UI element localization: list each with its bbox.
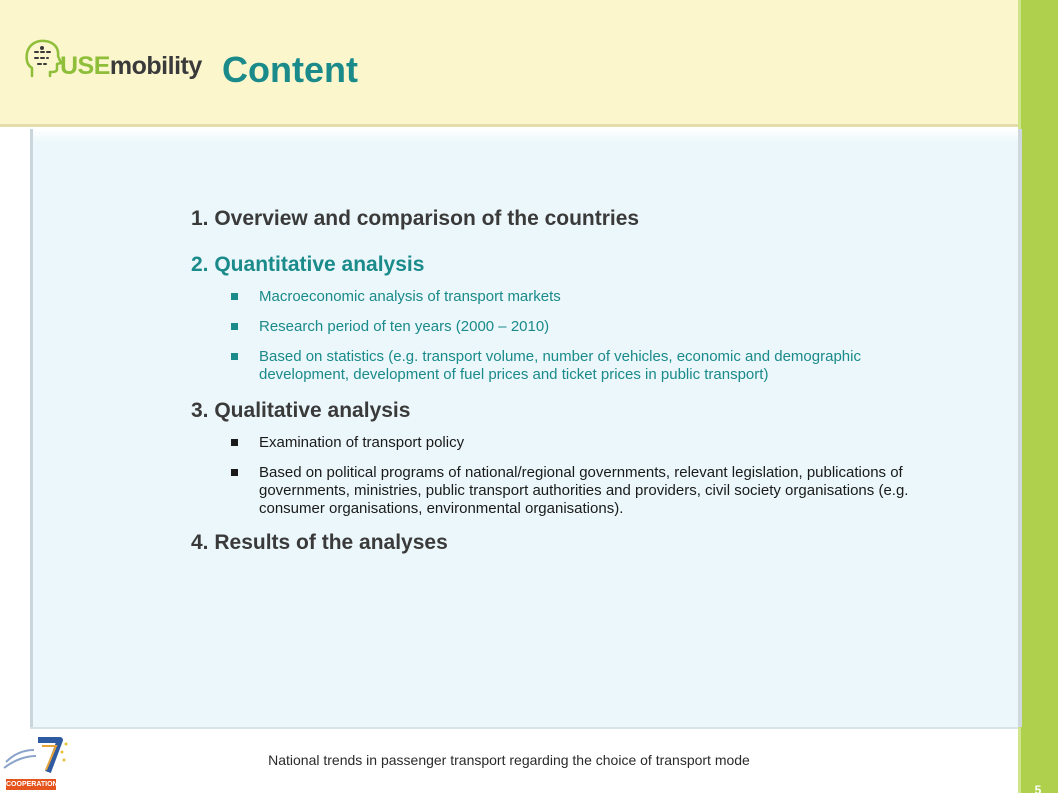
bullet-square-icon (231, 353, 238, 360)
bullet-text: Examination of transport policy (259, 434, 465, 451)
bullet-text: Based on political programs of national/regional governments, relevant legislation, publications of governments, ministries, public transport authorities and providers, civil society organisations (e.g. consumer organisations, environmental organisations). (259, 464, 909, 517)
page-number: 5 (1034, 783, 1042, 797)
slide-title: Content (222, 49, 358, 90)
qualitative-bullets (191, 434, 926, 518)
content-panel-left-edge (30, 129, 33, 727)
bullet-text: Research period of ten years (2000 – 2010) (259, 318, 550, 335)
list-item (259, 464, 926, 518)
section-heading-overview: 1. Overview and comparison of the countries (191, 207, 640, 230)
footer-caption: National trends in passenger transport regarding the choice of transport mode (268, 752, 750, 768)
list-item (259, 288, 926, 306)
head-profile-icon (24, 38, 64, 82)
logo-wordmark (60, 51, 202, 81)
bullet-square-icon (231, 323, 238, 330)
content-panel-top-fade (30, 129, 1018, 143)
bullet-square-icon (231, 469, 238, 476)
side-accent-bar (1018, 0, 1058, 793)
bullet-text: Based on statistics (e.g. transport volume, number of vehicles, economic and demographic development, development of fuel prices and ticket prices in public transport) (259, 348, 861, 383)
bullet-text: Macroeconomic analysis of transport markets (259, 288, 561, 305)
logo-prefix: USE (60, 52, 110, 80)
cooperation-label: COOPERATION (6, 781, 58, 788)
bullet-square-icon (231, 439, 238, 446)
content-panel-bottom-edge (30, 727, 1018, 729)
list-item (259, 318, 926, 336)
quantitative-bullets (191, 288, 926, 384)
list-item (259, 434, 926, 452)
section-heading-qualitative: 3. Qualitative analysis (191, 399, 411, 422)
bullet-square-icon (231, 293, 238, 300)
content-panel-right-edge (1018, 129, 1022, 727)
usemobility-logo (24, 38, 202, 84)
logo-suffix: mobility (109, 52, 202, 80)
section-heading-quantitative: 2. Quantitative analysis (191, 253, 425, 276)
agenda-list (191, 204, 926, 558)
list-item (259, 348, 926, 384)
section-heading-results: 4. Results of the analyses (191, 531, 448, 554)
header-divider (0, 124, 1018, 127)
